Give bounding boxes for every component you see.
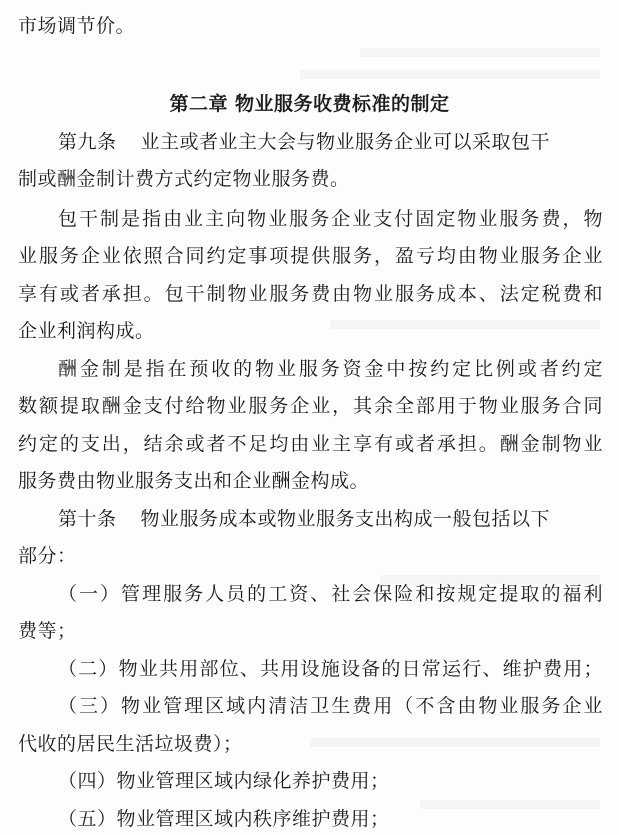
article10-text-line1: 物业服务成本或物业服务支出构成一般包括以下	[140, 508, 551, 530]
item5-line: （五）物业管理区域内秩序维护费用；	[58, 808, 390, 830]
item1-line2: 费等；	[18, 620, 77, 642]
article10-line2: 部分：	[18, 545, 77, 567]
item4-line: （四）物业管理区域内绿化养护费用；	[58, 770, 390, 792]
article9-line2: 制或酬金制计费方式约定物业服务费。	[18, 168, 350, 190]
item2-line: （二）物业共用部位、共用设施设备的日常运行、维护费用；	[58, 658, 603, 680]
chapter-title: 第二章 物业服务收费标准的制定	[169, 93, 450, 115]
baogan-line3: 享有或者承担。包干制物业服务费由物业服务成本、法定税费和	[18, 283, 603, 305]
item3-line1: （三）物业管理区域内清洁卫生费用（不含由物业服务企业	[58, 695, 603, 717]
intro-tail-text: 市场调节价。	[18, 15, 136, 37]
baogan-line1: 包干制是指由业主向物业服务企业支付固定物业服务费，物	[58, 208, 603, 230]
item1-line1: （一）管理服务人员的工资、社会保险和按规定提取的福利	[58, 583, 603, 605]
article10-label: 第十条	[58, 508, 117, 530]
article9-line1	[58, 129, 550, 155]
article9-text-line1: 业主或者业主大会与物业服务企业可以采取包干	[140, 131, 551, 153]
baogan-line4: 企业利润构成。	[18, 320, 155, 342]
scan-bleed-strip	[300, 70, 600, 79]
choujin-line4: 服务费由物业服务支出和企业酬金构成。	[18, 470, 370, 492]
article10-line1	[58, 506, 550, 532]
choujin-line1: 酬金制是指在预收的物业服务资金中按约定比例或者约定	[58, 358, 603, 380]
scan-bleed-strip	[360, 48, 600, 57]
baogan-line2: 业服务企业依照合同约定事项提供服务，盈亏均由物业服务企业	[18, 245, 603, 267]
scan-bleed-strip	[420, 800, 600, 809]
article9-label: 第九条	[58, 131, 117, 153]
choujin-line2: 数额提取酬金支付给物业服务企业，其余全部用于物业服务合同	[18, 395, 603, 417]
item3-line2: 代收的居民生活垃圾费）；	[18, 733, 243, 755]
scan-bleed-strip	[310, 738, 600, 747]
scan-bleed-strip	[330, 320, 600, 329]
choujin-line3: 约定的支出，结余或者不足均由业主享有或者承担。酬金制物业	[18, 433, 603, 455]
